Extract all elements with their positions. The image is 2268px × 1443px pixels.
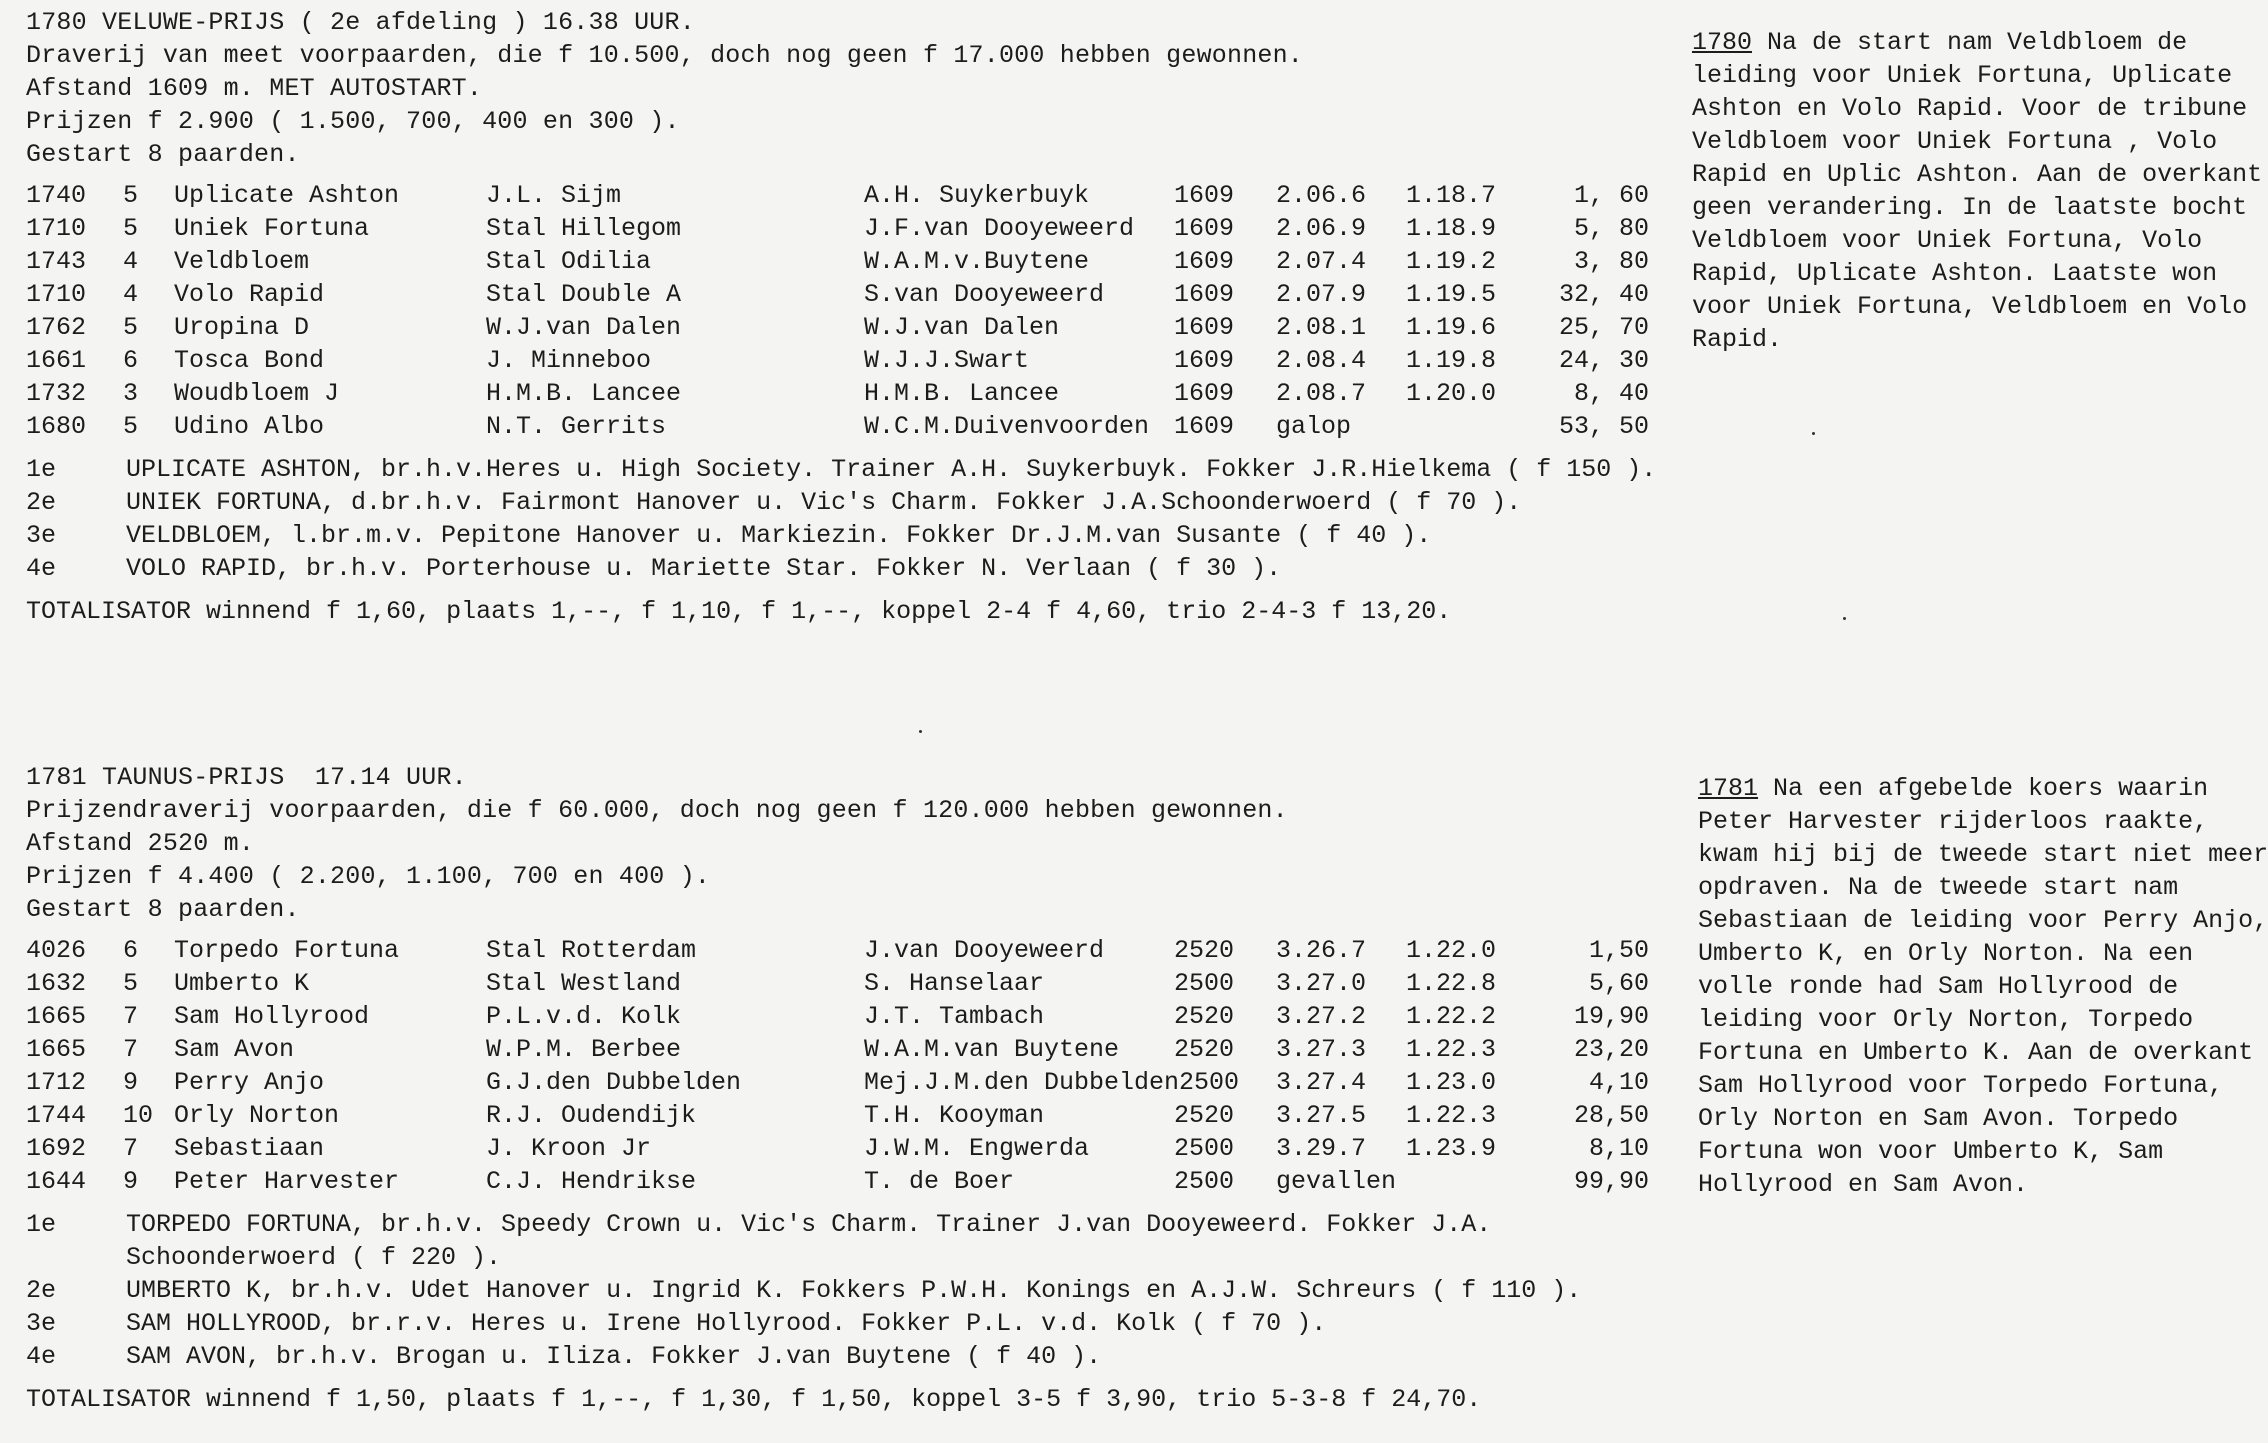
cell-distance: 1609 xyxy=(1174,313,1235,342)
cell-km-time: 1.23.0 xyxy=(1406,1068,1497,1097)
cell-time: 3.27.2 xyxy=(1276,1002,1367,1031)
cell-driver: W.A.M.v.Buytene xyxy=(864,247,1090,276)
race-1780 xyxy=(26,6,1676,628)
race-conditions: Prijzendraverij voorpaarden, die f 60.000, doch nog geen f 120.000 hebben gewonnen. xyxy=(26,796,1288,825)
cell-horse: Woudbloem J xyxy=(174,379,340,408)
results-table xyxy=(26,934,1676,1198)
cell-horse: Volo Rapid xyxy=(174,280,325,309)
cell-horse: Sebastiaan xyxy=(174,1134,325,1163)
race-distance: Afstand 1609 m. MET AUTOSTART. xyxy=(26,74,483,103)
cell-owner: J. Kroon Jr xyxy=(486,1134,652,1163)
table-row xyxy=(26,377,1676,410)
cell-number: 1661 xyxy=(26,346,87,375)
scan-speck xyxy=(1843,617,1846,620)
cell-odds: 28,50 xyxy=(1573,1101,1649,1130)
cell-number: 1712 xyxy=(26,1068,87,1097)
cell-owner: Stal Hillegom xyxy=(486,214,682,243)
cell-driver: W.A.M.van Buytene xyxy=(864,1035,1120,1064)
cell-km-time: 1.22.2 xyxy=(1406,1002,1497,1031)
results-table xyxy=(26,179,1676,443)
cell-km-time: 1.22.3 xyxy=(1406,1101,1497,1130)
cell-km-time: 1.22.3 xyxy=(1406,1035,1497,1064)
cell-age: 4 xyxy=(123,247,139,276)
cell-horse: Udino Albo xyxy=(174,412,325,441)
cell-horse: Orly Norton xyxy=(174,1101,340,1130)
cell-time: 3.27.3 xyxy=(1276,1035,1367,1064)
race-prizes: Prijzen f 4.400 ( 2.200, 1.100, 700 en 400 ). xyxy=(26,862,711,891)
cell-km-time: 1.19.6 xyxy=(1406,313,1497,342)
cell-odds: 3, 80 xyxy=(1573,247,1649,276)
table-row xyxy=(26,245,1676,278)
cell-driver: J.W.M. Engwerda xyxy=(864,1134,1090,1163)
table-row xyxy=(26,212,1676,245)
report-race-number: 1781 xyxy=(1698,774,1759,803)
placing-position: 4e xyxy=(26,554,57,583)
cell-owner: Stal Westland xyxy=(486,969,682,998)
cell-odds: 53, 50 xyxy=(1558,412,1649,441)
cell-driver: W.J.van Dalen xyxy=(864,313,1060,342)
table-row xyxy=(26,278,1676,311)
cell-age: 5 xyxy=(123,969,139,998)
cell-owner: Stal Rotterdam xyxy=(486,936,697,965)
cell-number: 1680 xyxy=(26,412,87,441)
table-row xyxy=(26,1033,1676,1066)
placing-position: 2e xyxy=(26,488,57,517)
cell-distance: 1609 xyxy=(1174,247,1235,276)
cell-odds: 8,10 xyxy=(1588,1134,1649,1163)
cell-distance: 2500 xyxy=(1174,1134,1235,1163)
scan-speck xyxy=(1812,432,1815,435)
placing-position: 3e xyxy=(26,521,57,550)
cell-owner: C.J. Hendrikse xyxy=(486,1167,697,1196)
cell-age: 10 xyxy=(123,1101,154,1130)
cell-distance: 2500 xyxy=(1174,969,1235,998)
cell-odds: 1,50 xyxy=(1588,936,1649,965)
cell-time: galop xyxy=(1276,412,1352,441)
cell-age: 6 xyxy=(123,346,139,375)
cell-owner: Stal Odilia xyxy=(486,247,652,276)
cell-age: 4 xyxy=(123,280,139,309)
cell-number: 4026 xyxy=(26,936,87,965)
cell-number: 1632 xyxy=(26,969,87,998)
table-row xyxy=(26,1099,1676,1132)
cell-driver: S.van Dooyeweerd xyxy=(864,280,1105,309)
cell-km-time: 1.23.9 xyxy=(1406,1134,1497,1163)
cell-time: gevallen xyxy=(1276,1167,1397,1196)
placings-list xyxy=(26,453,1676,585)
cell-horse: Perry Anjo xyxy=(174,1068,325,1097)
cell-distance: 2520 xyxy=(1174,936,1235,965)
cell-horse: Sam Avon xyxy=(174,1035,295,1064)
cell-distance: 2520 xyxy=(1174,1002,1235,1031)
cell-owner: J. Minneboo xyxy=(486,346,652,375)
table-row xyxy=(26,1066,1676,1099)
table-row xyxy=(26,311,1676,344)
table-row xyxy=(26,410,1676,443)
cell-time: 3.29.7 xyxy=(1276,1134,1367,1163)
cell-odds: 24, 30 xyxy=(1558,346,1649,375)
cell-odds: 8, 40 xyxy=(1573,379,1649,408)
cell-owner: W.J.van Dalen xyxy=(486,313,682,342)
cell-time: 2.06.9 xyxy=(1276,214,1367,243)
cell-driver: W.J.J.Swart xyxy=(864,346,1030,375)
cell-age: 7 xyxy=(123,1134,139,1163)
totalisator-line: TOTALISATOR winnend f 1,60, plaats 1,--, f 1,10, f 1,--, koppel 2-4 f 4,60, trio 2-4-3 f 13,20. xyxy=(26,597,1452,626)
cell-horse: Umberto K xyxy=(174,969,310,998)
placing-position: 3e xyxy=(26,1309,57,1338)
cell-number: 1710 xyxy=(26,214,87,243)
list-item xyxy=(26,519,1676,552)
race-starters: Gestart 8 paarden. xyxy=(26,895,300,924)
placing-description: TORPEDO FORTUNA, br.h.v. Speedy Crown u. Vic's Charm. Trainer J.van Dooyeweerd. Fokker J.A. Schoonderwoerd ( f 220 ). xyxy=(126,1210,1492,1272)
scan-speck xyxy=(919,730,922,733)
cell-owner: G.J.den Dubbelden xyxy=(486,1068,742,1097)
cell-age: 9 xyxy=(123,1167,139,1196)
race-title: 1780 VELUWE-PRIJS ( 2e afdeling ) 16.38 UUR. xyxy=(26,8,695,37)
cell-distance: 2520 xyxy=(1174,1101,1235,1130)
cell-distance: 1609 xyxy=(1174,412,1235,441)
cell-age: 5 xyxy=(123,181,139,210)
cell-driver: T.H. Kooyman xyxy=(864,1101,1045,1130)
cell-number: 1665 xyxy=(26,1035,87,1064)
cell-driver: T. de Boer xyxy=(864,1167,1015,1196)
cell-km-time: 1.20.0 xyxy=(1406,379,1497,408)
cell-time: 3.27.5 xyxy=(1276,1101,1367,1130)
list-item xyxy=(26,453,1676,486)
table-row xyxy=(26,1132,1676,1165)
list-item xyxy=(26,1340,1676,1373)
cell-time: 2.08.1 xyxy=(1276,313,1367,342)
placing-description: UPLICATE ASHTON, br.h.v.Heres u. High Society. Trainer A.H. Suykerbuyk. Fokker J.R.Hielkema ( f 150 ). xyxy=(126,455,1657,484)
report-text: Na een afgebelde koers waarin Peter Harvester rijderloos raakte, kwam hij bij de tweede start niet meer opdraven. Na de tweede start nam Sebastiaan de leiding voor Perry Anjo, Umberto K, en Orly Norton. Na een volle ronde had Sam Hollyrood de leiding voor Orly Norton, Torpedo Fortuna en Umberto K. Aan de overkant Sam Hollyrood voor Torpedo Fortuna, Orly Norton en Sam Avon. Torpedo Fortuna won voor Umberto K, Sam Hollyrood en Sam Avon. xyxy=(1698,774,2268,1199)
cell-horse: Sam Hollyrood xyxy=(174,1002,370,1031)
cell-driver: J.van Dooyeweerd xyxy=(864,936,1105,965)
cell-driver: W.C.M.Duivenvoorden xyxy=(864,412,1150,441)
cell-time: 2.08.4 xyxy=(1276,346,1367,375)
race-distance: Afstand 2520 m. xyxy=(26,829,255,858)
cell-odds: 99,90 xyxy=(1573,1167,1649,1196)
table-row xyxy=(26,179,1676,212)
cell-horse: Uniek Fortuna xyxy=(174,214,370,243)
totalisator-line: TOTALISATOR winnend f 1,50, plaats f 1,--, f 1,30, f 1,50, koppel 3-5 f 3,90, trio 5-3-8 f 24,70. xyxy=(26,1385,1482,1414)
cell-driver: A.H. Suykerbuyk xyxy=(864,181,1090,210)
cell-distance: 1609 xyxy=(1174,214,1235,243)
cell-horse: Torpedo Fortuna xyxy=(174,936,400,965)
cell-age: 7 xyxy=(123,1035,139,1064)
cell-odds: 32, 40 xyxy=(1558,280,1649,309)
placing-description: VOLO RAPID, br.h.v. Porterhouse u. Mariette Star. Fokker N. Verlaan ( f 30 ). xyxy=(126,554,1282,583)
cell-distance: 1609 xyxy=(1174,280,1235,309)
cell-number: 1743 xyxy=(26,247,87,276)
cell-distance: 1609 xyxy=(1174,379,1235,408)
cell-km-time: 1.19.2 xyxy=(1406,247,1497,276)
placing-description: SAM AVON, br.h.v. Brogan u. Iliza. Fokker J.van Buytene ( f 40 ). xyxy=(126,1342,1102,1371)
cell-number: 1710 xyxy=(26,280,87,309)
cell-horse: Tosca Bond xyxy=(174,346,325,375)
cell-horse: Peter Harvester xyxy=(174,1167,400,1196)
placing-description: UNIEK FORTUNA, d.br.h.v. Fairmont Hanover u. Vic's Charm. Fokker J.A.Schoonderwoerd ( f 70 ). xyxy=(126,488,1522,517)
list-item xyxy=(26,552,1676,585)
cell-driver: S. Hanselaar xyxy=(864,969,1045,998)
cell-owner: W.P.M. Berbee xyxy=(486,1035,682,1064)
cell-horse: Uplicate Ashton xyxy=(174,181,400,210)
cell-owner: R.J. Oudendijk xyxy=(486,1101,697,1130)
cell-time: 3.27.4 xyxy=(1276,1068,1367,1097)
cell-owner: N.T. Gerrits xyxy=(486,412,667,441)
placing-description: UMBERTO K, br.h.v. Udet Hanover u. Ingrid K. Fokkers P.W.H. Konings en A.J.W. Schreurs ( f 110 ). xyxy=(126,1276,1582,1305)
list-item xyxy=(26,486,1676,519)
race-starters: Gestart 8 paarden. xyxy=(26,140,300,169)
cell-age: 6 xyxy=(123,936,139,965)
race-1781 xyxy=(26,761,1676,1416)
cell-distance: 2520 xyxy=(1174,1035,1235,1064)
placing-position: 1e xyxy=(26,1210,57,1239)
cell-number: 1744 xyxy=(26,1101,87,1130)
table-row xyxy=(26,1000,1676,1033)
cell-driver: J.T. Tambach xyxy=(864,1002,1045,1031)
cell-time: 3.26.7 xyxy=(1276,936,1367,965)
cell-km-time: 1.19.5 xyxy=(1406,280,1497,309)
placing-position: 4e xyxy=(26,1342,57,1371)
cell-odds: 5,60 xyxy=(1588,969,1649,998)
cell-age: 7 xyxy=(123,1002,139,1031)
race-report-1781 xyxy=(1698,772,2268,1201)
cell-owner: Stal Double A xyxy=(486,280,682,309)
cell-odds: 4,10 xyxy=(1588,1068,1649,1097)
table-row xyxy=(26,934,1676,967)
cell-number: 1692 xyxy=(26,1134,87,1163)
cell-km-time: 1.18.9 xyxy=(1406,214,1497,243)
cell-odds: 19,90 xyxy=(1573,1002,1649,1031)
cell-age: 5 xyxy=(123,313,139,342)
cell-time: 3.27.0 xyxy=(1276,969,1367,998)
cell-km-time: 1.22.0 xyxy=(1406,936,1497,965)
list-item xyxy=(26,1208,1676,1274)
placing-description: SAM HOLLYROOD, br.r.v. Heres u. Irene Hollyrood. Fokker P.L. v.d. Kolk ( f 70 ). xyxy=(126,1309,1327,1338)
cell-time: 2.07.4 xyxy=(1276,247,1367,276)
cell-time: 2.07.9 xyxy=(1276,280,1367,309)
cell-number: 1665 xyxy=(26,1002,87,1031)
race-conditions: Draverij van meet voorpaarden, die f 10.500, doch nog geen f 17.000 hebben gewonnen. xyxy=(26,41,1304,70)
cell-owner: H.M.B. Lancee xyxy=(486,379,682,408)
report-race-number: 1780 xyxy=(1692,28,1753,57)
cell-driver: J.F.van Dooyeweerd xyxy=(864,214,1135,243)
cell-odds: 25, 70 xyxy=(1558,313,1649,342)
report-text: Na de start nam Veldbloem de leiding voor Uniek Fortuna, Uplicate Ashton en Volo Rapid. Voor de tribune Veldbloem voor Uniek Fortuna , Volo Rapid en Uplic Ashton. Aan de overkant geen verandering. In de laatste bocht Veldbloem voor Uniek Fortuna, Volo Rapid, Uplicate Ashton. Laatste won voor Uniek Fortuna, Veldbloem en Volo Rapid. xyxy=(1692,28,2263,354)
cell-driver: Mej.J.M.den Dubbelden2500 xyxy=(864,1068,1240,1097)
cell-number: 1732 xyxy=(26,379,87,408)
cell-owner: P.L.v.d. Kolk xyxy=(486,1002,682,1031)
cell-distance: 1609 xyxy=(1174,181,1235,210)
cell-distance: 1609 xyxy=(1174,346,1235,375)
placings-list xyxy=(26,1208,1676,1373)
cell-number: 1762 xyxy=(26,313,87,342)
cell-number: 1644 xyxy=(26,1167,87,1196)
race-prizes: Prijzen f 2.900 ( 1.500, 700, 400 en 300 ). xyxy=(26,107,680,136)
cell-age: 5 xyxy=(123,412,139,441)
cell-age: 3 xyxy=(123,379,139,408)
cell-horse: Uropina D xyxy=(174,313,310,342)
cell-km-time: 1.18.7 xyxy=(1406,181,1497,210)
cell-distance: 2500 xyxy=(1174,1167,1235,1196)
list-item xyxy=(26,1274,1676,1307)
cell-driver: H.M.B. Lancee xyxy=(864,379,1060,408)
race-title: 1781 TAUNUS-PRIJS 17.14 UUR. xyxy=(26,763,467,792)
list-item xyxy=(26,1307,1676,1340)
cell-age: 5 xyxy=(123,214,139,243)
cell-odds: 23,20 xyxy=(1573,1035,1649,1064)
placing-position: 1e xyxy=(26,455,57,484)
cell-number: 1740 xyxy=(26,181,87,210)
cell-time: 2.06.6 xyxy=(1276,181,1367,210)
placing-position: 2e xyxy=(26,1276,57,1305)
table-row xyxy=(26,967,1676,1000)
cell-owner: J.L. Sijm xyxy=(486,181,622,210)
cell-horse: Veldbloem xyxy=(174,247,310,276)
table-row xyxy=(26,1165,1676,1198)
cell-time: 2.08.7 xyxy=(1276,379,1367,408)
cell-km-time: 1.19.8 xyxy=(1406,346,1497,375)
cell-odds: 1, 60 xyxy=(1573,181,1649,210)
cell-km-time: 1.22.8 xyxy=(1406,969,1497,998)
cell-odds: 5, 80 xyxy=(1573,214,1649,243)
cell-age: 9 xyxy=(123,1068,139,1097)
placing-description: VELDBLOEM, l.br.m.v. Pepitone Hanover u. Markiezin. Fokker Dr.J.M.van Susante ( f 40 ). xyxy=(126,521,1432,550)
race-report-1780 xyxy=(1692,26,2267,356)
table-row xyxy=(26,344,1676,377)
